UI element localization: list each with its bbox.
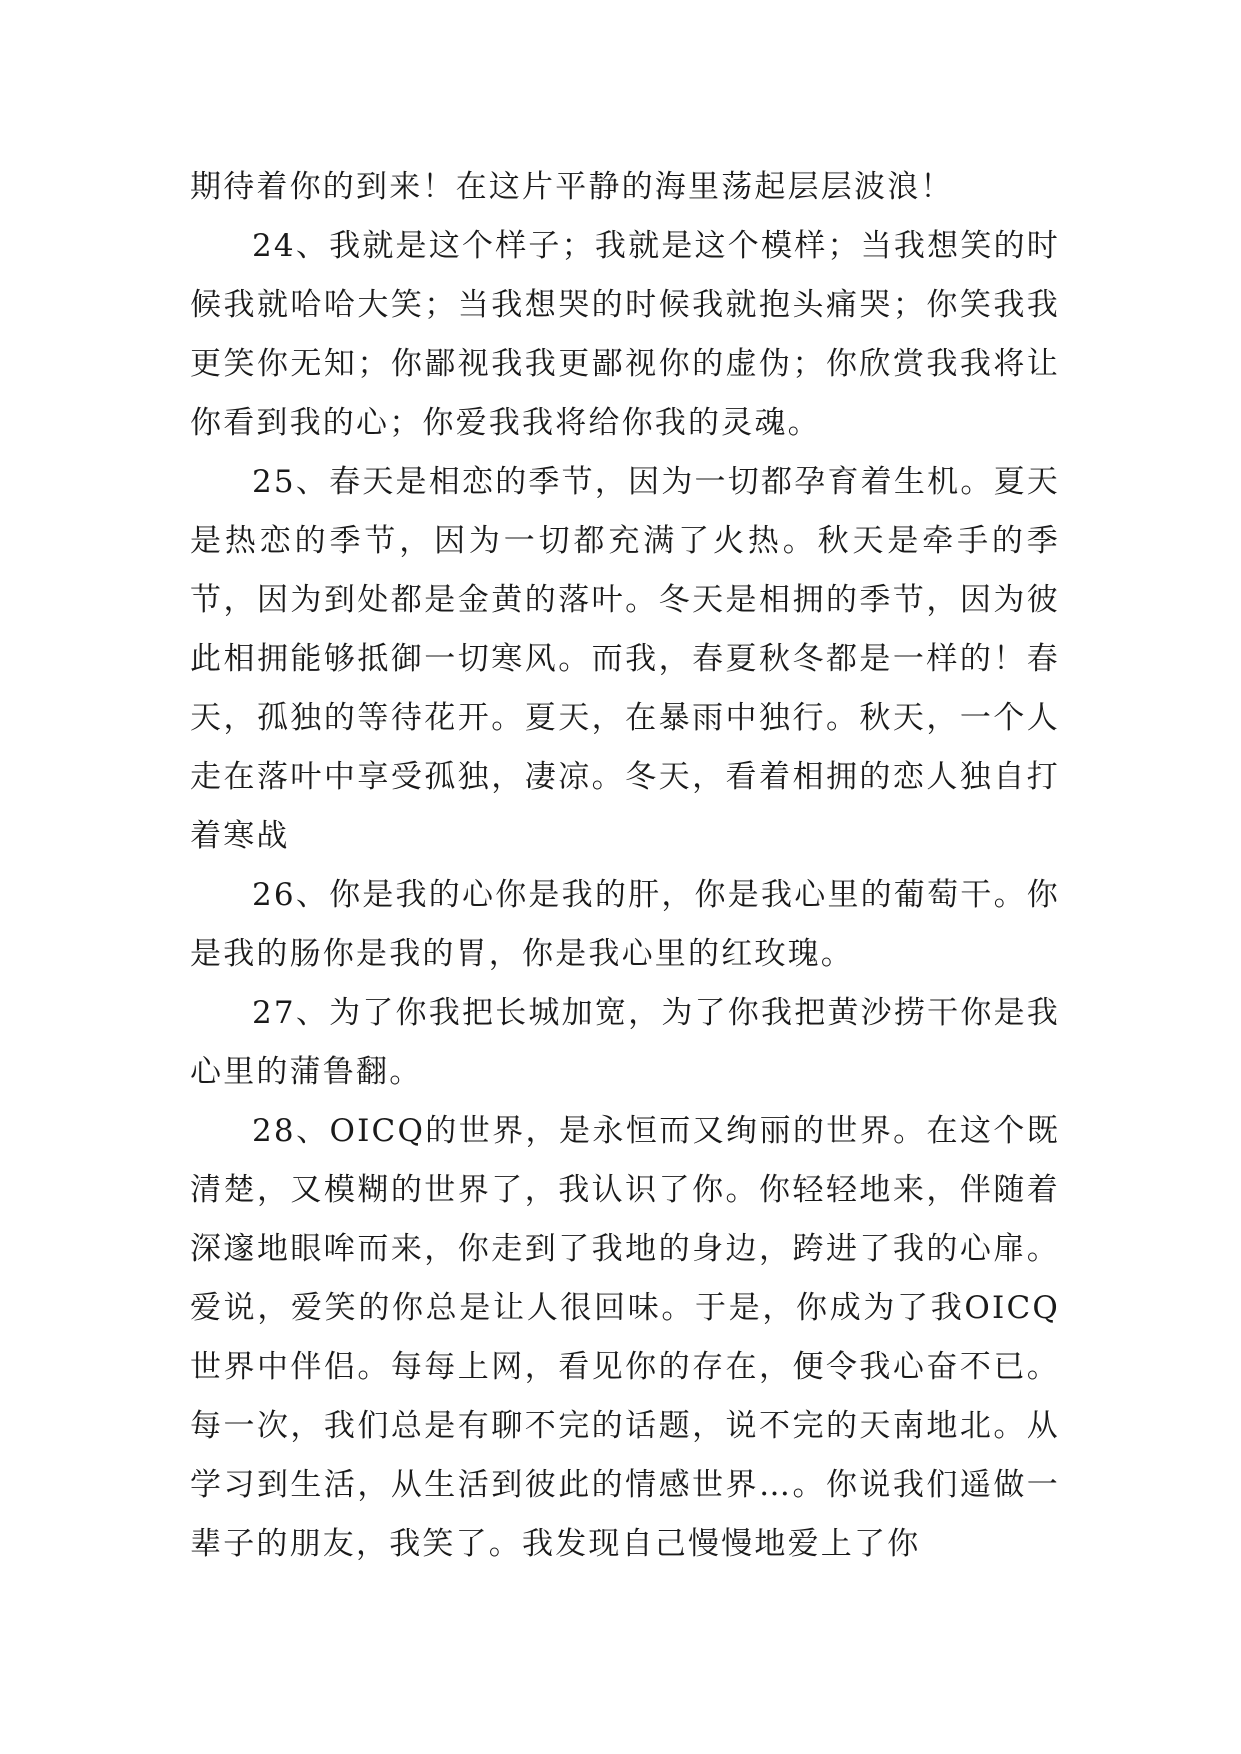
- paragraph-27: 27、为了你我把长城加宽，为了你我把黄沙捞干你是我心里的蒲鲁翻。: [190, 995, 1060, 1090]
- paragraph-28: 28、OICQ的世界，是永恒而又绚丽的世界。在这个既清楚，又模糊的世界了，我认识了你。你轻轻地来，伴随着深邃地眼哞而来，你走到了我地的身边，跨进了我的心扉。爱说，爱笑的你总是让人很回味。于是，你成为了我OICQ世界中伴侣。每每上网，看见你的存在，便令我心奋不已。每一次，我们总是有聊不完的话题，说不完的天南地北。从学习到生活，从生活到彼此的情感世界…。你说我们遥做一辈子的朋友，我笑了。我发现自己慢慢地爱上了你: [190, 1113, 1060, 1562]
- paragraph-25: 25、春天是相恋的季节，因为一切都孕育着生机。夏天是热恋的季节，因为一切都充满了火热。秋天是牵手的季节，因为到处都是金黄的落叶。冬天是相拥的季节，因为彼此相拥能够抵御一切寒风。而我，春夏秋冬都是一样的！春天，孤独的等待花开。夏天，在暴雨中独行。秋天，一个人走在落叶中享受孤独，凄凉。冬天，看着相拥的恋人独自打着寒战: [190, 464, 1060, 854]
- paragraph-24: 24、我就是这个样子；我就是这个模样；当我想笑的时候我就哈哈大笑；当我想哭的时候我就抱头痛哭；你笑我我更笑你无知；你鄙视我我更鄙视你的虚伪；你欣赏我我将让你看到我的心；你爱我我将给你我的灵魂。: [190, 228, 1060, 441]
- paragraph-26: 26、你是我的心你是我的肝，你是我心里的葡萄干。你是我的肠你是我的胃，你是我心里的红玫瑰。: [190, 877, 1060, 972]
- paragraph-continuation: 期待着你的到来！在这片平静的海里荡起层层波浪！: [190, 169, 954, 205]
- document-body: [190, 158, 1060, 1574]
